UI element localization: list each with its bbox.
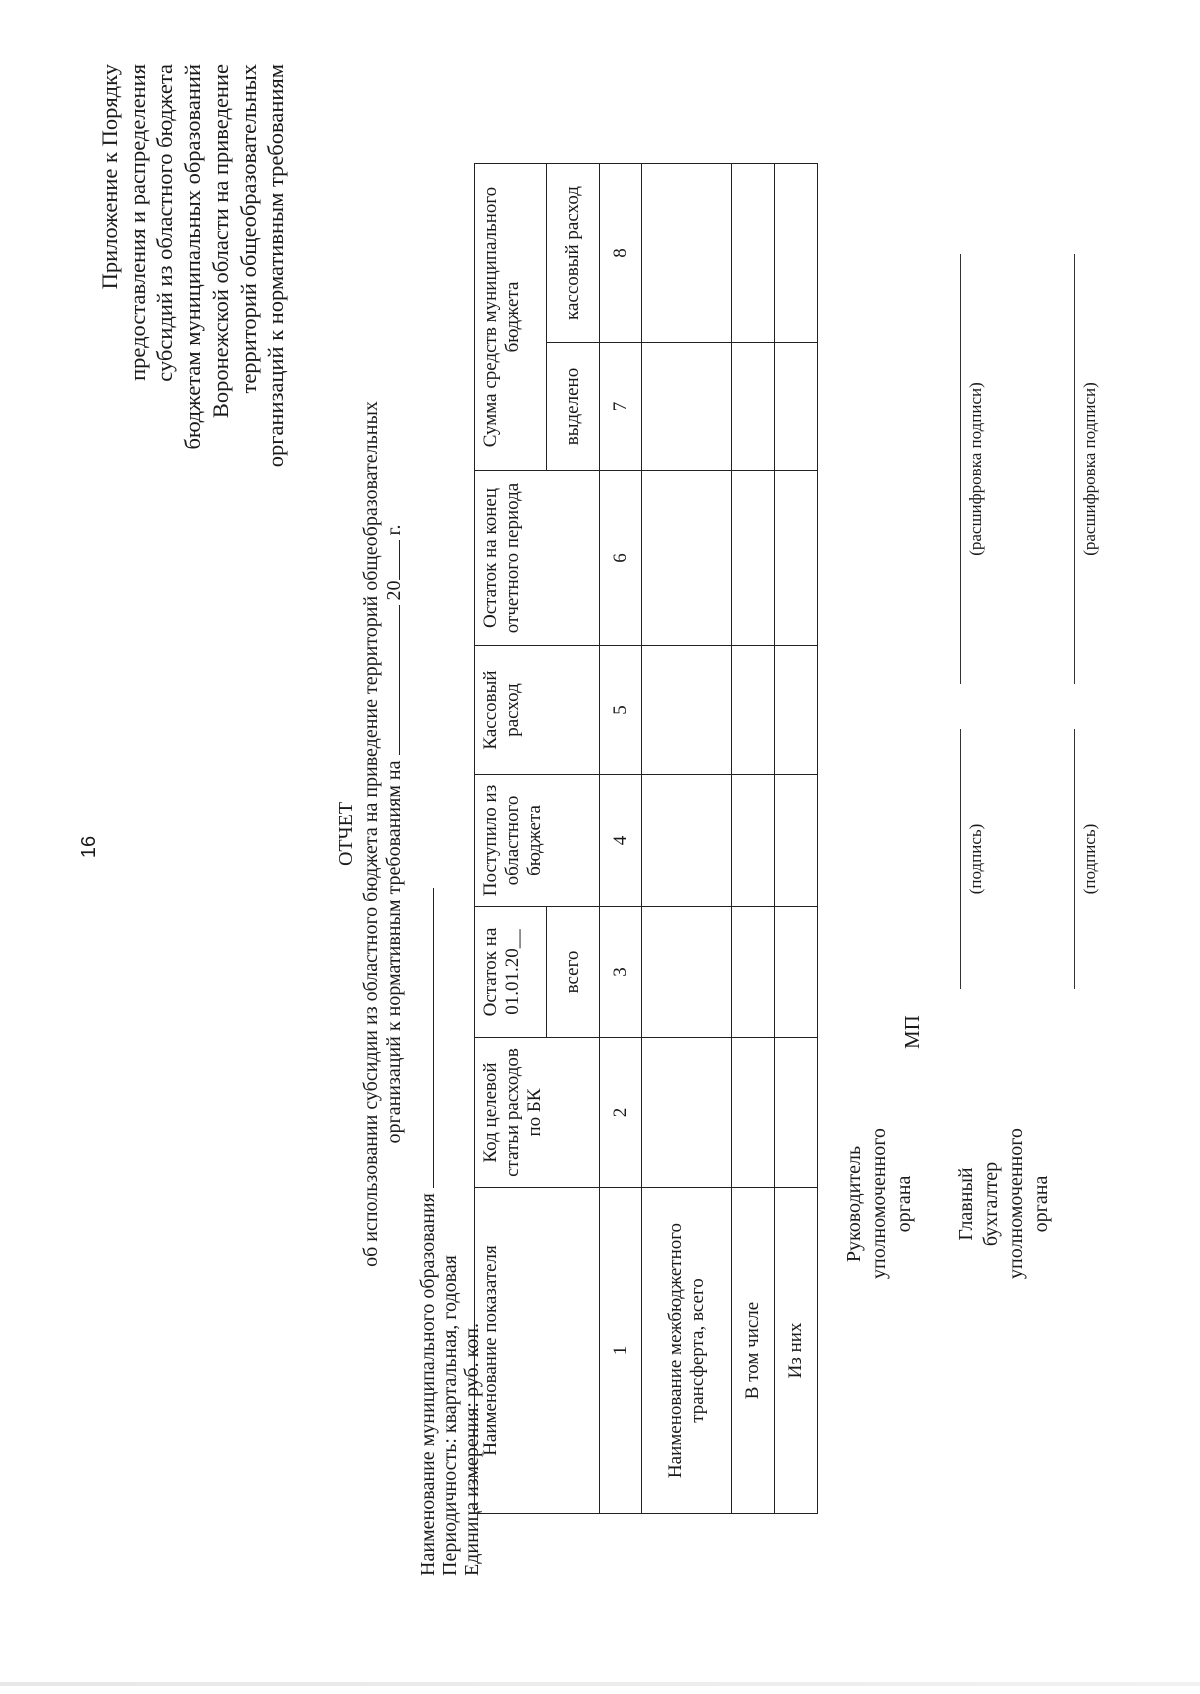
table-cell[interactable]	[732, 775, 775, 907]
column-number: 8	[600, 164, 642, 343]
report-title-text: ОТЧЕТ	[335, 801, 357, 867]
accountant-decoding-caption: (расшифровка подписи)	[1080, 382, 1099, 556]
report-year-blank[interactable]	[381, 540, 400, 580]
head-decoding-caption: (расшифровка подписи)	[966, 382, 985, 556]
table-cell[interactable]	[642, 907, 732, 1038]
table-cell[interactable]	[775, 907, 818, 1038]
table-cell[interactable]	[642, 646, 732, 775]
meta-block	[415, 888, 483, 1576]
table-cell[interactable]	[642, 775, 732, 907]
accountant-signature-caption: (подпись)	[1080, 823, 1099, 895]
table-row	[775, 164, 818, 1514]
table-cell[interactable]	[775, 646, 818, 775]
table-cell[interactable]	[775, 343, 818, 471]
table-cell[interactable]	[642, 1038, 732, 1188]
unit-line: Единица измерения: руб. коп.	[461, 1322, 483, 1576]
table-cell[interactable]	[642, 343, 732, 471]
report-title	[334, 184, 384, 1484]
column-number: 6	[600, 471, 642, 646]
report-date-blank[interactable]	[381, 605, 400, 755]
column-number: 1	[600, 1188, 642, 1514]
appendix-line: Воронежской области на приведение	[207, 64, 233, 419]
column-number: 3	[600, 907, 642, 1038]
report-subtitle-line2	[381, 334, 407, 1334]
table-cell[interactable]	[642, 471, 732, 646]
column-number-row	[600, 164, 642, 1514]
table-cell[interactable]	[642, 164, 732, 343]
column-number: 7	[600, 343, 642, 471]
appendix-line: территорий общеобразовательных	[235, 64, 261, 394]
appendix-line: субсидий из областного бюджета	[152, 64, 178, 382]
header-indicator: Наименование показателя	[475, 1188, 600, 1514]
appendix-caption	[96, 64, 290, 654]
row-label: Из них	[775, 1188, 818, 1514]
table-row	[642, 164, 732, 1514]
table-cell[interactable]	[732, 907, 775, 1038]
header-cash-expense: Кассовый расход	[475, 646, 600, 775]
table-cell[interactable]	[775, 775, 818, 907]
accountant-role: Главный бухгалтер уполномоченного органа	[955, 1128, 1052, 1279]
table-cell[interactable]	[732, 1038, 775, 1188]
header-code: Код целевой статьи расходов по БК	[475, 1038, 600, 1188]
report-subtitle-line1: об использовании субсидии из областного бюджета на приведение территорий общеобразовательных	[360, 401, 382, 1267]
header-balance-start: Остаток на 01.01.20__	[475, 907, 547, 1038]
table-row	[732, 164, 775, 1514]
table-cell[interactable]	[775, 1038, 818, 1188]
municipality-line	[415, 888, 439, 1576]
table-cell[interactable]	[732, 164, 775, 343]
head-role: Руководитель уполномоченного органа	[843, 1128, 915, 1279]
head-signature-line[interactable]	[960, 729, 961, 989]
header-municipal-budget: Сумма средств муниципального бюджета	[475, 164, 547, 471]
head-signature-caption: (подпись)	[966, 823, 985, 895]
page-number: 16	[78, 835, 100, 859]
report-subtitle-prefix: организаций к нормативным требованиям на	[383, 760, 405, 1144]
accountant-decoding-line[interactable]	[1074, 254, 1075, 684]
table-cell[interactable]	[732, 343, 775, 471]
row-label: Наименование межбюджетного трансферта, всего	[642, 1188, 732, 1514]
row-label: В том числе	[732, 1188, 775, 1514]
table-cell[interactable]	[732, 646, 775, 775]
appendix-line: организаций к нормативным требованиям	[263, 64, 289, 468]
table-cell[interactable]	[775, 471, 818, 646]
header-row-1	[475, 164, 547, 1514]
column-number: 2	[600, 1038, 642, 1188]
header-allocated: выделено	[547, 343, 600, 471]
report-year-prefix: 20	[383, 580, 405, 601]
periodicity-line: Периодичность: квартальная, годовая	[439, 1255, 461, 1576]
header-balance-end: Остаток на конец отчетного периода	[475, 471, 600, 646]
scan-edge	[0, 1682, 1200, 1686]
appendix-line: бюджетам муниципальных образований	[180, 64, 206, 450]
header-received: Поступило из областного бюджета	[475, 775, 600, 907]
appendix-line: предоставления и распределения	[124, 64, 150, 381]
column-number: 4	[600, 775, 642, 907]
table-cell[interactable]	[732, 471, 775, 646]
report-table-wrap	[474, 163, 818, 1514]
table-cell[interactable]	[775, 164, 818, 343]
header-balance-start-total: всего	[547, 907, 600, 1038]
municipality-blank[interactable]	[415, 888, 434, 1188]
report-year-suffix: г.	[383, 524, 405, 536]
mp-mark: МП	[900, 1015, 924, 1049]
accountant-signature-line[interactable]	[1074, 729, 1075, 989]
column-number: 5	[600, 646, 642, 775]
header-municipal-cash-expense: кассовый расход	[547, 164, 600, 343]
municipality-label: Наименование муниципального образования	[417, 1193, 439, 1576]
report-table	[474, 163, 818, 1514]
appendix-line: Приложение к Порядку	[97, 64, 122, 290]
head-decoding-line[interactable]	[960, 254, 961, 684]
